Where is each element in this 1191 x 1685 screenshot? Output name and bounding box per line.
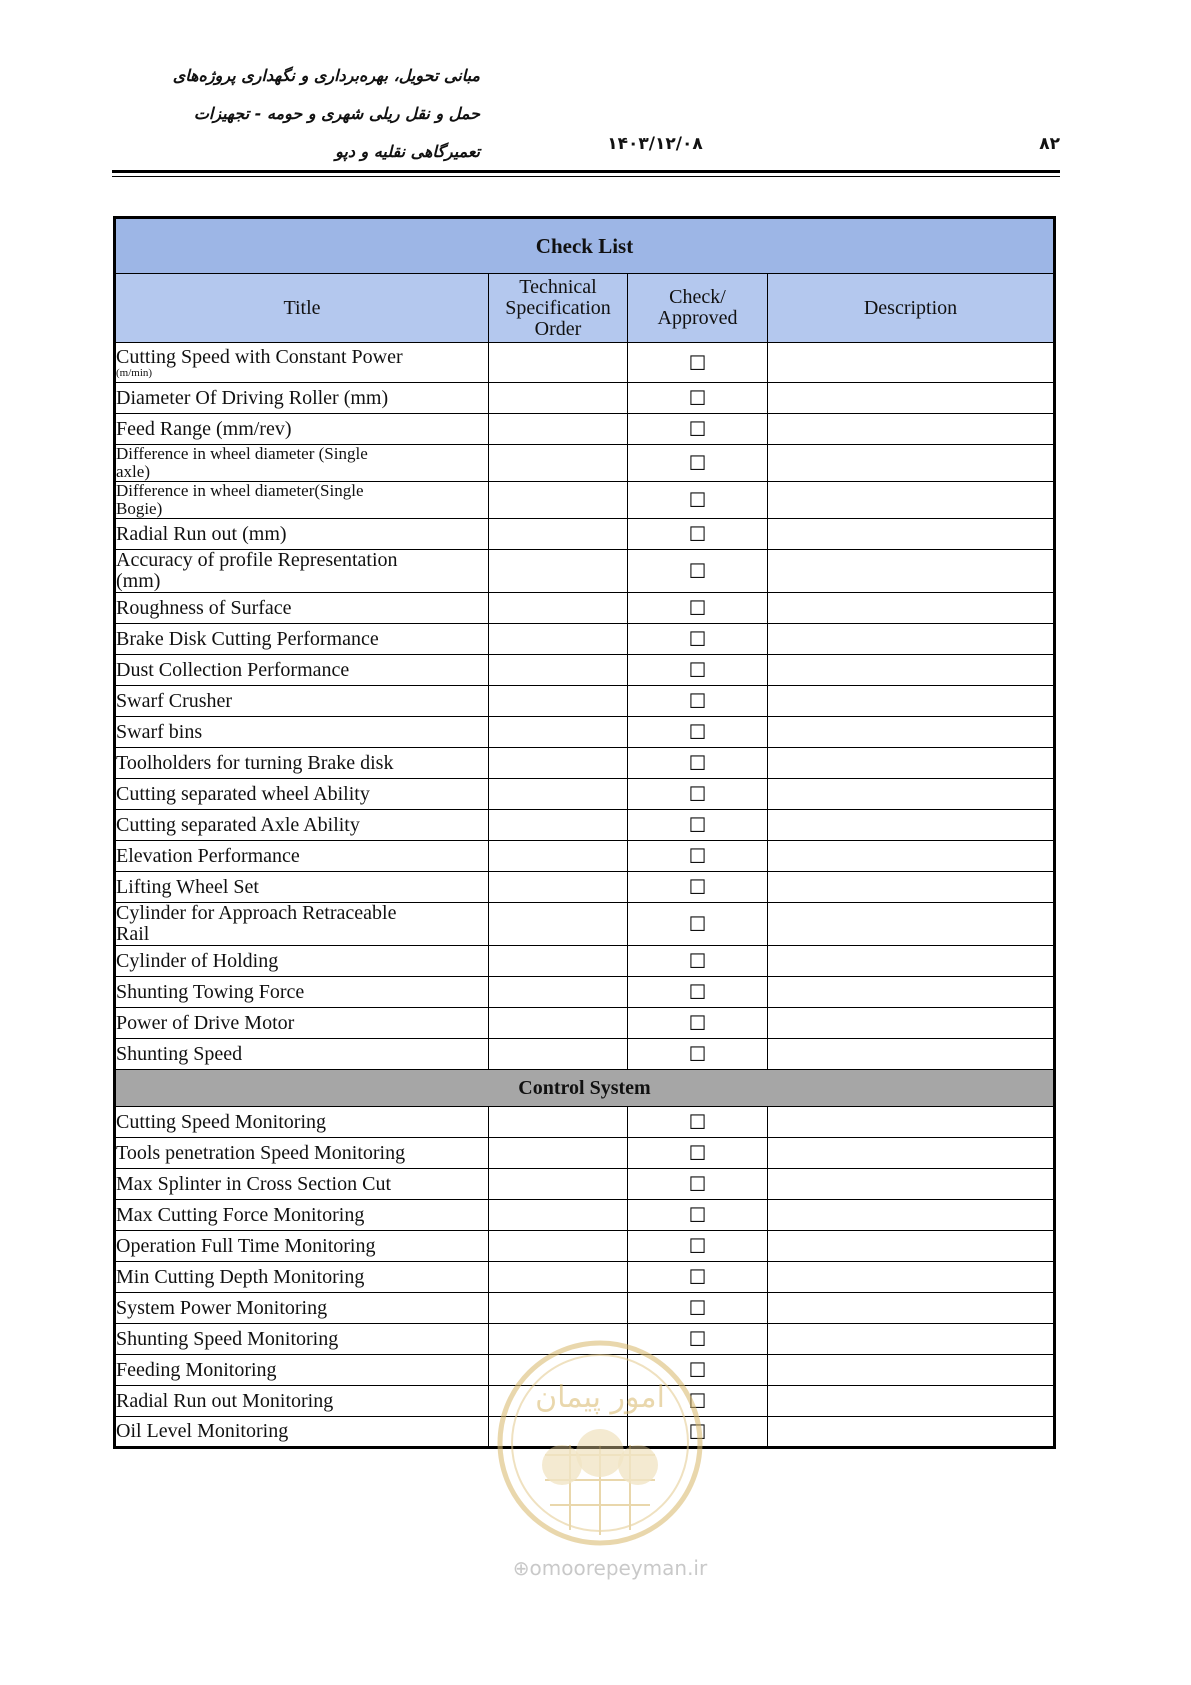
- approved-checkbox[interactable]: ☐: [688, 386, 707, 410]
- table-row: [115, 550, 1055, 593]
- row-title-text: Toolholders for turning Brake disk: [116, 751, 394, 774]
- row-title-text: System Power Monitoring: [116, 1296, 328, 1319]
- row-title: [115, 445, 489, 482]
- approved-checkbox[interactable]: ☐: [688, 720, 707, 744]
- check-cell: [628, 593, 768, 624]
- spec-order-cell[interactable]: [489, 414, 628, 445]
- check-cell: [628, 841, 768, 872]
- table-row: [115, 1039, 1055, 1070]
- row-title: [115, 482, 489, 519]
- row-title: [115, 841, 489, 872]
- description-cell[interactable]: [768, 550, 1055, 593]
- description-cell[interactable]: [768, 1138, 1055, 1169]
- description-cell[interactable]: [768, 624, 1055, 655]
- header-title-line-1: مبانی تحویل، بهره‌برداری و نگهداری پروژه‌های: [172, 66, 480, 85]
- row-title-text: Dust Collection Performance: [116, 658, 350, 681]
- spec-order-cell[interactable]: [489, 872, 628, 903]
- row-title: [115, 1386, 489, 1417]
- table-row: [115, 593, 1055, 624]
- row-title: [115, 779, 489, 810]
- checklist-rows: [115, 343, 1055, 1070]
- check-cell: [628, 445, 768, 482]
- row-title: [115, 593, 489, 624]
- row-title: [115, 1231, 489, 1262]
- header-title-line-2: حمل و نقل ریلی شهری و حومه - تجهیزات: [193, 104, 480, 123]
- spec-order-cell[interactable]: [489, 593, 628, 624]
- description-cell[interactable]: [768, 1355, 1055, 1386]
- approved-checkbox[interactable]: ☐: [688, 451, 707, 475]
- row-title: [115, 717, 489, 748]
- approved-checkbox[interactable]: ☐: [688, 1358, 707, 1382]
- column-header-spec-line: Order: [534, 317, 582, 340]
- table-row: [115, 810, 1055, 841]
- row-title: [115, 624, 489, 655]
- row-title-line: Cylinder for Approach Retraceable: [116, 902, 397, 924]
- row-title-text: Feeding Monitoring: [116, 1358, 277, 1381]
- table-row: [115, 1293, 1055, 1324]
- table-row: [115, 748, 1055, 779]
- column-header-spec-line: Specification: [505, 296, 611, 319]
- approved-checkbox[interactable]: ☐: [688, 1042, 707, 1066]
- column-header-title: Title: [115, 274, 489, 343]
- table-row: [115, 343, 1055, 383]
- approved-checkbox[interactable]: ☐: [688, 949, 707, 973]
- spec-order-cell[interactable]: [489, 810, 628, 841]
- check-cell: [628, 977, 768, 1008]
- description-cell[interactable]: [768, 1231, 1055, 1262]
- row-title: [115, 748, 489, 779]
- approved-checkbox[interactable]: ☐: [688, 1419, 707, 1444]
- description-cell[interactable]: [768, 519, 1055, 550]
- row-title-text: Radial Run out Monitoring: [116, 1389, 334, 1412]
- approved-checkbox[interactable]: ☐: [688, 751, 707, 775]
- watermark-seal: [490, 1335, 710, 1550]
- check-cell: [628, 872, 768, 903]
- row-title-text: Cutting Speed Monitoring: [116, 1110, 326, 1133]
- approved-checkbox[interactable]: ☐: [688, 1265, 707, 1289]
- spec-order-cell[interactable]: [489, 1200, 628, 1231]
- column-header-description: Description: [768, 274, 1055, 343]
- description-cell[interactable]: [768, 1417, 1055, 1448]
- check-cell: [628, 1169, 768, 1200]
- row-title-text: Operation Full Time Monitoring: [116, 1234, 376, 1257]
- spec-order-cell[interactable]: [489, 383, 628, 414]
- check-cell: [628, 1200, 768, 1231]
- watermark-seal-text: امور پیمان: [535, 1380, 665, 1415]
- row-title-text: Max Cutting Force Monitoring: [116, 1203, 365, 1226]
- spec-order-cell[interactable]: [489, 1293, 628, 1324]
- description-cell[interactable]: [768, 1039, 1055, 1070]
- approved-checkbox[interactable]: ☐: [688, 1327, 707, 1351]
- approved-checkbox[interactable]: ☐: [688, 658, 707, 682]
- approved-checkbox[interactable]: ☐: [688, 980, 707, 1004]
- table-row: [115, 686, 1055, 717]
- row-title: [115, 903, 489, 946]
- approved-checkbox[interactable]: ☐: [688, 1234, 707, 1258]
- description-cell[interactable]: [768, 748, 1055, 779]
- row-title-text: Elevation Performance: [116, 844, 300, 867]
- check-cell: [628, 779, 768, 810]
- table-row: [115, 903, 1055, 946]
- row-title: [115, 810, 489, 841]
- row-title-line: Accuracy of profile Representation: [116, 549, 398, 571]
- watermark-url: [500, 1556, 720, 1580]
- check-cell: [628, 1262, 768, 1293]
- spec-order-cell[interactable]: [489, 482, 628, 519]
- row-title-line: Rail: [116, 923, 150, 945]
- checklist-table: [113, 216, 1056, 1449]
- row-title-text: Swarf bins: [116, 720, 203, 743]
- row-title: [115, 519, 489, 550]
- approved-checkbox[interactable]: ☐: [688, 1203, 707, 1227]
- spec-order-cell[interactable]: [489, 624, 628, 655]
- table-row: [115, 445, 1055, 482]
- table-row: [115, 841, 1055, 872]
- spec-order-cell[interactable]: [489, 1008, 628, 1039]
- row-title-text: Power of Drive Motor: [116, 1011, 295, 1034]
- check-cell: [628, 1293, 768, 1324]
- row-title-text: Brake Disk Cutting Performance: [116, 627, 379, 650]
- approved-checkbox[interactable]: ☐: [688, 350, 707, 375]
- spec-order-cell[interactable]: [489, 1107, 628, 1138]
- row-title: [115, 655, 489, 686]
- table-row: [115, 1200, 1055, 1231]
- row-title-text: Radial Run out (mm): [116, 522, 287, 545]
- row-title: [115, 1200, 489, 1231]
- spec-order-cell[interactable]: [489, 779, 628, 810]
- check-cell: [628, 655, 768, 686]
- description-cell[interactable]: [768, 593, 1055, 624]
- check-cell: [628, 717, 768, 748]
- description-cell[interactable]: [768, 977, 1055, 1008]
- row-title: [115, 1169, 489, 1200]
- row-title-text: Oil Level Monitoring: [116, 1420, 289, 1442]
- row-title-text: Cutting separated wheel Ability: [116, 782, 370, 805]
- table-row: [115, 946, 1055, 977]
- description-cell[interactable]: [768, 1324, 1055, 1355]
- table-row: [115, 519, 1055, 550]
- description-cell[interactable]: [768, 717, 1055, 748]
- column-header-spec-line: Technical: [519, 275, 597, 298]
- spec-order-cell[interactable]: [489, 748, 628, 779]
- description-cell[interactable]: [768, 1169, 1055, 1200]
- row-title-text: Lifting Wheel Set: [116, 875, 259, 898]
- approved-checkbox[interactable]: ☐: [688, 627, 707, 651]
- table-row: [115, 1231, 1055, 1262]
- row-title: [115, 343, 489, 383]
- approved-checkbox[interactable]: ☐: [688, 1296, 707, 1320]
- row-title: [115, 414, 489, 445]
- approved-checkbox[interactable]: ☐: [688, 1141, 707, 1165]
- row-title: [115, 1417, 489, 1448]
- row-title: [115, 1008, 489, 1039]
- row-title-line: (mm): [116, 570, 161, 592]
- column-header-check: [628, 274, 768, 343]
- description-cell[interactable]: [768, 1200, 1055, 1231]
- spec-order-cell[interactable]: [489, 1169, 628, 1200]
- approved-checkbox[interactable]: ☐: [688, 844, 707, 868]
- spec-order-cell[interactable]: [489, 977, 628, 1008]
- row-title: [115, 872, 489, 903]
- row-title-text: Shunting Speed: [116, 1042, 243, 1065]
- table-row: [115, 414, 1055, 445]
- check-cell: [628, 482, 768, 519]
- row-title-line: Bogie): [116, 499, 163, 518]
- approved-checkbox[interactable]: ☐: [688, 417, 707, 441]
- description-cell[interactable]: [768, 686, 1055, 717]
- spec-order-cell[interactable]: [489, 903, 628, 946]
- approved-checkbox[interactable]: ☐: [688, 596, 707, 620]
- row-title-text: Roughness of Surface: [116, 596, 292, 619]
- row-title-text: Max Splinter in Cross Section Cut: [116, 1172, 391, 1195]
- spec-order-cell[interactable]: [489, 686, 628, 717]
- description-cell[interactable]: [768, 343, 1055, 383]
- watermark-url-text: omoorepeyman.ir: [529, 1556, 708, 1580]
- header-date: ۱۴۰۳/۱۲/۰۸: [607, 134, 703, 154]
- check-cell: [628, 624, 768, 655]
- table-row: [115, 624, 1055, 655]
- spec-order-cell[interactable]: [489, 1138, 628, 1169]
- table-row: [115, 1262, 1055, 1293]
- check-cell: [628, 903, 768, 946]
- check-cell: [628, 1039, 768, 1070]
- spec-order-cell[interactable]: [489, 717, 628, 748]
- table-caption: Check List: [115, 218, 1055, 274]
- row-title: [115, 1324, 489, 1355]
- row-title: [115, 383, 489, 414]
- section-title: Control System: [115, 1070, 1055, 1107]
- row-title-line: Difference in wheel diameter(Single: [116, 481, 364, 500]
- check-cell: [628, 343, 768, 383]
- row-title-text: Min Cutting Depth Monitoring: [116, 1265, 365, 1288]
- row-title-text: Shunting Speed Monitoring: [116, 1327, 339, 1350]
- column-header-check-line: Approved: [657, 307, 738, 329]
- description-cell[interactable]: [768, 1293, 1055, 1324]
- description-cell[interactable]: [768, 1386, 1055, 1417]
- row-title: [115, 1039, 489, 1070]
- approved-checkbox[interactable]: ☐: [688, 912, 707, 936]
- approved-checkbox[interactable]: ☐: [688, 1110, 707, 1134]
- header-title-line-3: تعمیرگاهی نقلیه و دپو: [335, 142, 480, 161]
- row-title-text: Cutting Speed with Constant Power: [116, 345, 403, 368]
- spec-order-cell[interactable]: [489, 550, 628, 593]
- row-title-text: Feed Range (mm/rev): [116, 417, 292, 440]
- page-number: ۸۲: [1039, 134, 1060, 154]
- row-title-text: Diameter Of Driving Roller (mm): [116, 386, 389, 409]
- check-cell: [628, 748, 768, 779]
- description-cell[interactable]: [768, 779, 1055, 810]
- check-cell: [628, 414, 768, 445]
- spec-order-cell[interactable]: [489, 445, 628, 482]
- approved-checkbox[interactable]: ☐: [688, 689, 707, 713]
- table-row: [115, 655, 1055, 686]
- check-cell: [628, 519, 768, 550]
- check-cell: [628, 383, 768, 414]
- spec-order-cell[interactable]: [489, 519, 628, 550]
- approved-checkbox[interactable]: ☐: [688, 488, 707, 512]
- row-title-text: Swarf Crusher: [116, 689, 233, 712]
- table-row: [115, 977, 1055, 1008]
- column-header-spec: [489, 274, 628, 343]
- row-title-text: Cutting separated Axle Ability: [116, 813, 360, 836]
- spec-order-cell[interactable]: [489, 1262, 628, 1293]
- check-cell: [628, 686, 768, 717]
- description-cell[interactable]: [768, 482, 1055, 519]
- description-cell[interactable]: [768, 1008, 1055, 1039]
- check-cell: [628, 550, 768, 593]
- description-cell[interactable]: [768, 810, 1055, 841]
- check-cell: [628, 810, 768, 841]
- spec-order-cell[interactable]: [489, 841, 628, 872]
- header-rule-thick: [112, 170, 1060, 173]
- globe-icon: ⊕: [512, 1556, 530, 1580]
- table-row: [115, 717, 1055, 748]
- row-title-text: Cylinder of Holding: [116, 949, 279, 972]
- row-title-text: Shunting Towing Force: [116, 980, 305, 1003]
- row-title: [115, 946, 489, 977]
- row-title-unit: (m/min): [116, 366, 153, 379]
- table-row: [115, 1107, 1055, 1138]
- table-row: [115, 872, 1055, 903]
- row-title-line: axle): [116, 462, 150, 481]
- description-cell[interactable]: [768, 946, 1055, 977]
- table-row: [115, 383, 1055, 414]
- check-cell: [628, 1231, 768, 1262]
- row-title: [115, 686, 489, 717]
- description-cell[interactable]: [768, 414, 1055, 445]
- row-title: [115, 1138, 489, 1169]
- description-cell[interactable]: [768, 445, 1055, 482]
- spec-order-cell[interactable]: [489, 1231, 628, 1262]
- description-cell[interactable]: [768, 1262, 1055, 1293]
- approved-checkbox[interactable]: ☐: [688, 875, 707, 899]
- spec-order-cell[interactable]: [489, 343, 628, 383]
- row-title-line: Difference in wheel diameter (Single: [116, 444, 368, 463]
- header-rule-thin: [112, 176, 1060, 177]
- row-title: [115, 1262, 489, 1293]
- row-title: [115, 1355, 489, 1386]
- row-title: [115, 550, 489, 593]
- check-cell: [628, 1138, 768, 1169]
- table-row: [115, 1138, 1055, 1169]
- approved-checkbox[interactable]: ☐: [688, 782, 707, 806]
- spec-order-cell[interactable]: [489, 1039, 628, 1070]
- row-title-text: Tools penetration Speed Monitoring: [116, 1141, 406, 1164]
- spec-order-cell[interactable]: [489, 655, 628, 686]
- spec-order-cell[interactable]: [489, 946, 628, 977]
- description-cell[interactable]: [768, 655, 1055, 686]
- description-cell[interactable]: [768, 872, 1055, 903]
- description-cell[interactable]: [768, 1107, 1055, 1138]
- check-cell: [628, 1008, 768, 1039]
- table-row: [115, 482, 1055, 519]
- row-title: [115, 1107, 489, 1138]
- table-row: [115, 1169, 1055, 1200]
- approved-checkbox[interactable]: ☐: [688, 1011, 707, 1035]
- column-header-check-line: Check/: [669, 286, 726, 308]
- row-title: [115, 1293, 489, 1324]
- description-cell[interactable]: [768, 841, 1055, 872]
- approved-checkbox[interactable]: ☐: [688, 559, 707, 583]
- approved-checkbox[interactable]: ☐: [688, 813, 707, 837]
- approved-checkbox[interactable]: ☐: [688, 1172, 707, 1196]
- description-cell[interactable]: [768, 383, 1055, 414]
- approved-checkbox[interactable]: ☐: [688, 522, 707, 546]
- table-row: [115, 1008, 1055, 1039]
- check-cell: [628, 1107, 768, 1138]
- row-title: [115, 977, 489, 1008]
- table-row: [115, 779, 1055, 810]
- description-cell[interactable]: [768, 903, 1055, 946]
- approved-checkbox[interactable]: ☐: [688, 1389, 707, 1413]
- check-cell: [628, 946, 768, 977]
